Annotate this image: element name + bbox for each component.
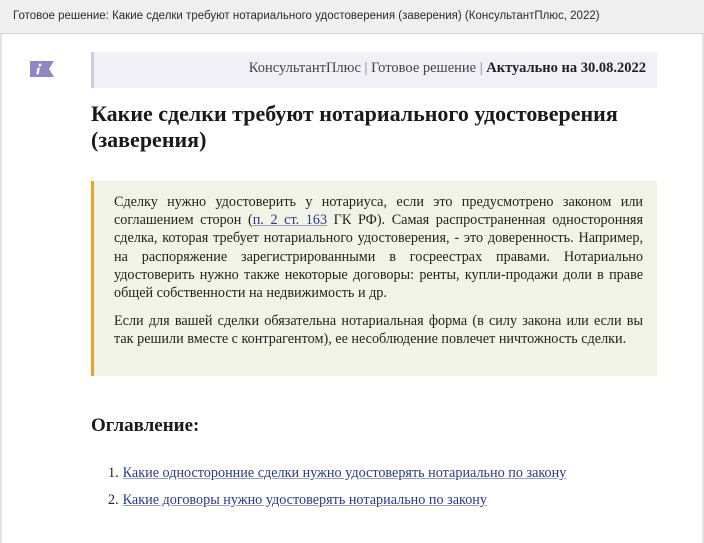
- callout-paragraph-2: Если для вашей сделки обязательна нотариальная форма (в силу закона или если вы так решили вместе с контрагентом), ее несоблюдение повлечет ничтожность сделки.: [114, 313, 643, 348]
- document-header: [91, 52, 657, 88]
- callout-paragraph-1: [114, 193, 643, 302]
- toc-item: [108, 464, 566, 482]
- header-separator: |: [364, 60, 368, 76]
- frame-border-left: [0, 34, 2, 543]
- header-actual-date: Актуально на 30.08.2022: [486, 60, 646, 76]
- toc-link-unilateral-deals[interactable]: Какие односторонние сделки нужно удостоверять нотариально по закону: [122, 465, 567, 481]
- header-source: КонсультантПлюс: [248, 60, 361, 76]
- header-separator: |: [479, 60, 483, 76]
- summary-callout: [91, 181, 657, 376]
- law-reference-link[interactable]: п. 2 ст. 163: [252, 212, 328, 229]
- toc-heading: Оглавление:: [91, 415, 200, 436]
- toc-item: [108, 491, 566, 509]
- toc-item-number: 2.: [108, 492, 119, 508]
- callout-text: ГК РФ). Самая распространенная односторонняя сделка, которая требует нотариального удостоверения, - это доверенность. Например, на распоряжение зарегистрированными в госреестрах правами. Нотариально удостоверить нужно также некоторые договоры: ренты, купли-продажи доли в праве общей собственности на недвижимость и др.: [114, 212, 643, 302]
- page-title: Какие сделки требуют нотариального удостоверения (заверения): [91, 101, 618, 152]
- callout-text: Сделку нужно удостоверить у нотариуса, если это предусмотрено законом или соглашением сторон (: [114, 194, 643, 229]
- toc-item-number: 1.: [108, 465, 119, 481]
- window-title: Готовое решение: Какие сделки требуют нотариального удостоверения (заверения) (КонсультантПлюс, 2022): [13, 10, 600, 22]
- header-doc-type: Готовое решение: [371, 60, 477, 76]
- toc-link-contracts[interactable]: Какие договоры нужно удостоверять нотариально по закону: [122, 492, 487, 508]
- table-of-contents: [108, 464, 566, 518]
- info-icon[interactable]: [29, 60, 55, 78]
- window-title-bar: [0, 0, 704, 34]
